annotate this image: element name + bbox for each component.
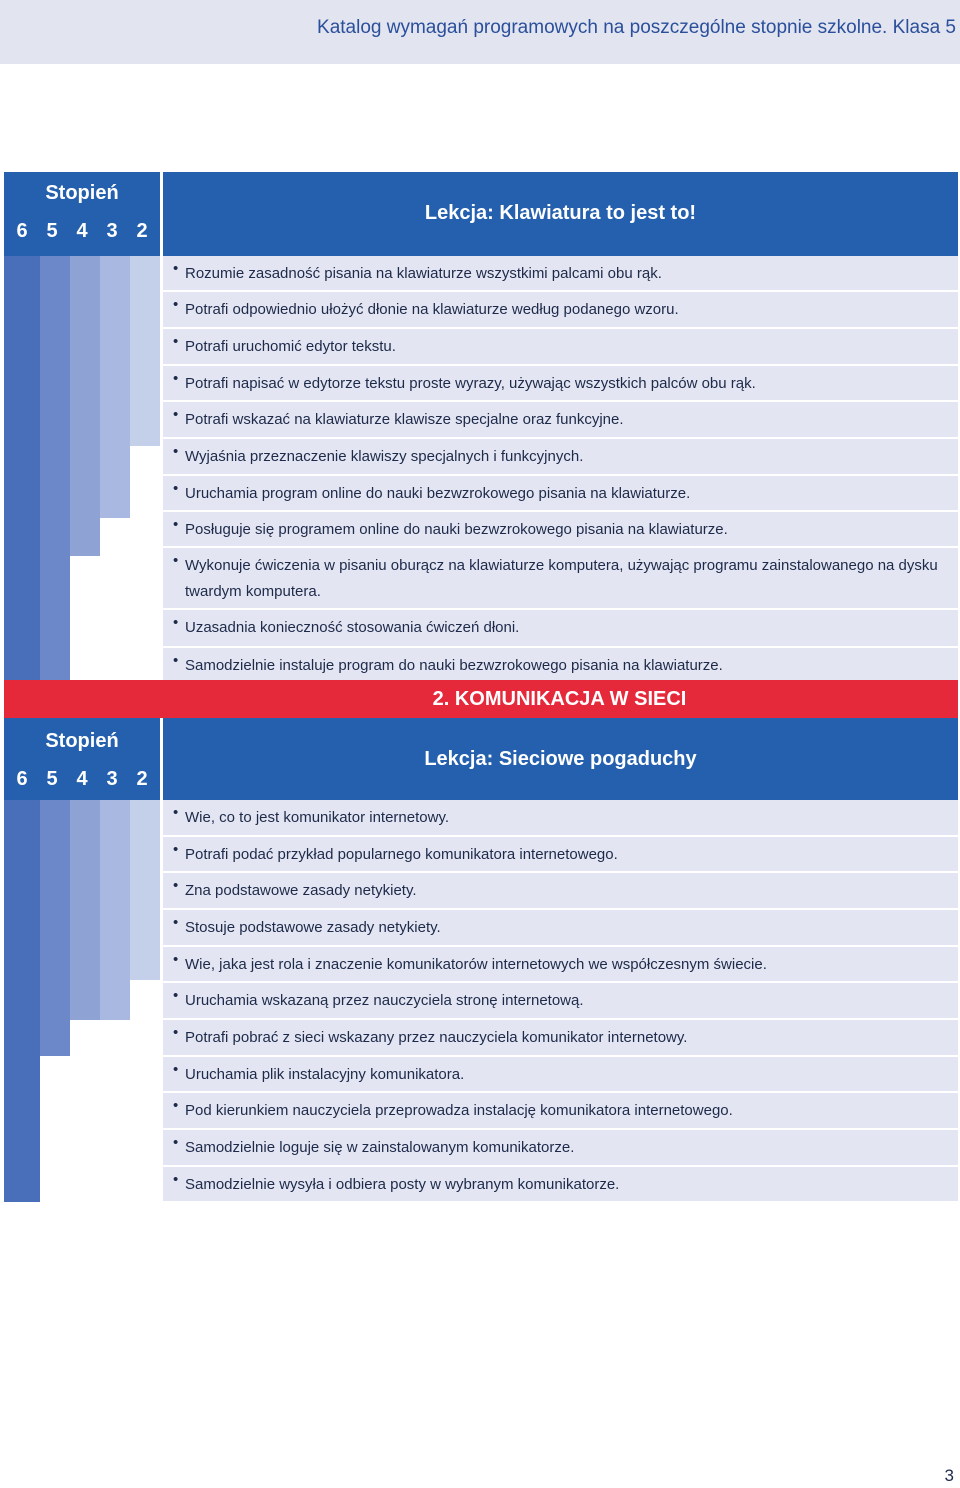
document-title: Katalog wymagań programowych na poszczególne stopnie szkolne. Klasa 5 bbox=[317, 17, 956, 38]
requirement-item: • Uruchamia wskazaną przez nauczyciela stronę internetową. bbox=[161, 983, 958, 1020]
grade-3: 3 bbox=[106, 220, 118, 242]
requirement-item: • Wie, jaka jest rola i znaczenie komunikatorów internetowych we współczesnym świecie. bbox=[161, 947, 958, 983]
page-header bbox=[0, 0, 960, 64]
grade-2: 2 bbox=[136, 768, 148, 790]
requirement-item: • Wykonuje ćwiczenia w pisaniu oburącz na klawiaturze komputera, używając programu zainstalowanego na dysku twardym komputera. bbox=[161, 548, 958, 610]
requirement-item: • Potrafi odpowiednio ułożyć dłonie na klawiaturze według podanego wzoru. bbox=[161, 292, 958, 329]
requirements-list bbox=[161, 256, 958, 684]
grade-3: 3 bbox=[106, 768, 118, 790]
requirement-item: • Potrafi uruchomić edytor tekstu. bbox=[161, 329, 958, 366]
grade-levels bbox=[4, 220, 160, 244]
requirements-list bbox=[161, 800, 958, 1203]
requirement-item: • Stosuje podstawowe zasady netykiety. bbox=[161, 910, 958, 947]
grade-5: 5 bbox=[46, 768, 58, 790]
requirement-item: • Uruchamia program online do nauki bezwzrokowego pisania na klawiaturze. bbox=[161, 476, 958, 512]
requirement-item: • Zna podstawowe zasady netykiety. bbox=[161, 873, 958, 910]
grade-header bbox=[4, 172, 160, 256]
lesson-table-chat bbox=[4, 718, 958, 1202]
requirement-item: • Rozumie zasadność pisania na klawiaturze wszystkimi palcami obu rąk. bbox=[161, 256, 958, 292]
grade-header bbox=[4, 718, 160, 800]
requirement-item: • Samodzielnie loguje się w zainstalowanym komunikatorze. bbox=[161, 1130, 958, 1167]
requirement-item: • Uzasadnia konieczność stosowania ćwiczeń dłoni. bbox=[161, 610, 958, 648]
requirement-item: • Wie, co to jest komunikator internetowy. bbox=[161, 800, 958, 837]
level-band-2 bbox=[130, 256, 160, 446]
requirement-item: • Potrafi wskazać na klawiaturze klawisze specjalne oraz funkcyjne. bbox=[161, 402, 958, 439]
requirement-item: • Uruchamia plik instalacyjny komunikatora. bbox=[161, 1057, 958, 1093]
lesson-table-keyboard bbox=[4, 172, 958, 680]
requirement-item: • Posługuje się programem online do nauki bezwzrokowego pisania na klawiaturze. bbox=[161, 512, 958, 548]
lesson-header bbox=[161, 172, 958, 256]
grade-levels bbox=[4, 768, 160, 792]
section-title: 2. KOMUNIKACJA W SIECI bbox=[432, 688, 687, 710]
level-band-4 bbox=[70, 800, 100, 1020]
grade-5: 5 bbox=[46, 220, 58, 242]
section-header bbox=[4, 680, 958, 718]
page-number: 3 bbox=[944, 1466, 954, 1485]
grade-label: Stopień bbox=[45, 730, 119, 752]
level-band-5 bbox=[40, 256, 70, 704]
level-band-3 bbox=[100, 256, 130, 518]
grade-2: 2 bbox=[136, 220, 148, 242]
grade-label: Stopień bbox=[45, 182, 119, 204]
level-band-4 bbox=[70, 256, 100, 556]
grade-4: 4 bbox=[76, 220, 88, 242]
level-band-3 bbox=[100, 800, 130, 1020]
requirement-item: • Potrafi podać przykład popularnego komunikatora internetowego. bbox=[161, 837, 958, 873]
requirement-item: • Wyjaśnia przeznaczenie klawiszy specjalnych i funkcyjnych. bbox=[161, 439, 958, 476]
grade-6: 6 bbox=[16, 220, 28, 242]
requirement-item: • Samodzielnie wysyła i odbiera posty w wybranym komunikatorze. bbox=[161, 1167, 958, 1203]
lesson-header bbox=[161, 718, 958, 800]
requirement-item: • Potrafi napisać w edytorze tekstu proste wyrazy, używając wszystkich palców obu rąk. bbox=[161, 366, 958, 402]
requirement-item: • Pod kierunkiem nauczyciela przeprowadza instalację komunikatora internetowego. bbox=[161, 1093, 958, 1130]
requirement-item: • Potrafi pobrać z sieci wskazany przez nauczyciela komunikator internetowy. bbox=[161, 1020, 958, 1057]
requirement-item: • Samodzielnie instaluje program do nauki bezwzrokowego pisania na klawiaturze. bbox=[161, 648, 958, 684]
lesson-title: Lekcja: Sieciowe pogaduchy bbox=[424, 748, 697, 770]
grade-6: 6 bbox=[16, 768, 28, 790]
grade-4: 4 bbox=[76, 768, 88, 790]
level-band-5 bbox=[40, 800, 70, 1056]
requirements-column bbox=[161, 172, 958, 680]
level-band-2 bbox=[130, 800, 160, 980]
lesson-title: Lekcja: Klawiatura to jest to! bbox=[424, 202, 697, 224]
requirements-column bbox=[161, 718, 958, 1202]
